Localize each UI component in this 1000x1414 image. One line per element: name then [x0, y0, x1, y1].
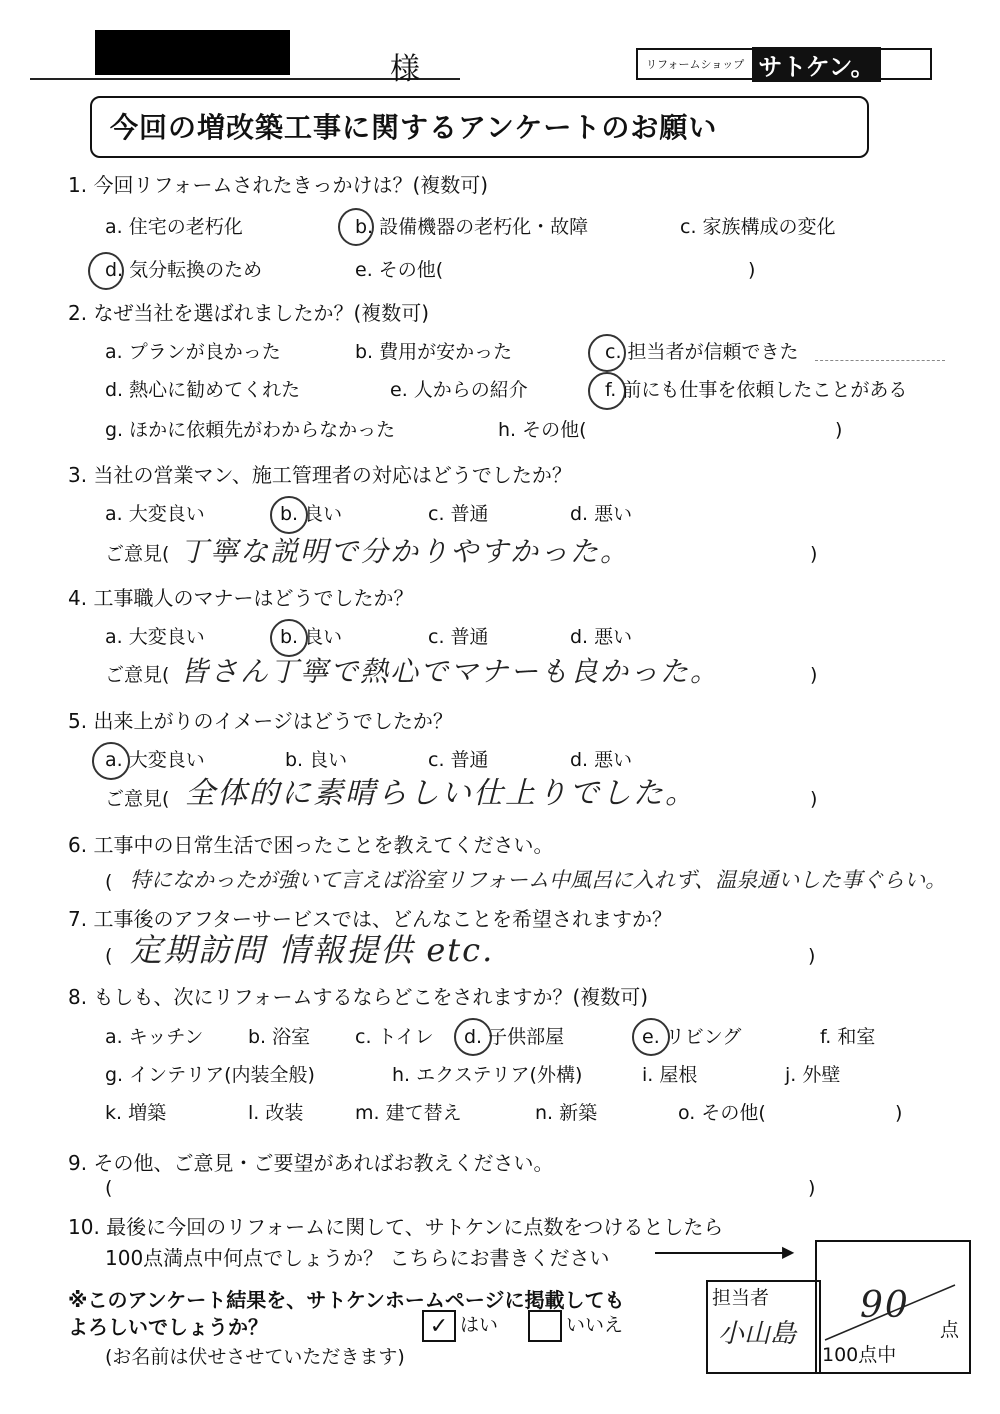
q7-question: 7. 工事後のアフターサービスでは、どんなことを希望されますか？: [68, 907, 673, 931]
q2-option-f: f. 前にも仕事を依頼したことがある: [605, 379, 908, 401]
q7-close: ): [808, 945, 816, 967]
q5-opinion-label: ご意見(: [105, 788, 170, 810]
q10-question-line1: 10. 最後に今回のリフォームに関して、サトケンに点数をつけるとしたら: [68, 1215, 724, 1239]
q8-option-n: n. 新築: [535, 1102, 598, 1124]
staff-label: 担当者: [712, 1287, 770, 1309]
q4-option-c: c. 普通: [428, 626, 489, 648]
q9-question: 9. その他、ご意見・ご要望があればお教えください。: [68, 1151, 554, 1175]
q2-option-a: a. プランが良かった: [105, 341, 281, 363]
q7-open: (: [105, 945, 113, 967]
q8-option-b: b. 浴室: [248, 1026, 311, 1048]
q2-option-d: d. 熱心に勧めてくれた: [105, 379, 301, 401]
q8-option-e: e. リビング: [642, 1026, 742, 1048]
q8-option-i: i. 屋根: [642, 1064, 698, 1086]
q6-open: (: [105, 871, 113, 893]
redacted-name: [95, 30, 290, 75]
q3-option-c: c. 普通: [428, 503, 489, 525]
q3-option-b: b. 良い: [280, 503, 343, 525]
q3-handwritten-answer: 丁寧な説明で分かりやすかった。: [180, 535, 631, 568]
q4-question: 4. 工事職人のマナーはどうでしたか？: [68, 586, 414, 610]
score-value: 90: [860, 1285, 910, 1326]
q4-option-a: a. 大変良い: [105, 626, 205, 648]
q1-option-e-close: ): [748, 259, 756, 281]
company-logo: [636, 48, 932, 80]
q3-option-d: d. 悪い: [570, 503, 633, 525]
consent-no-checkbox[interactable]: [528, 1310, 562, 1342]
q10-question-line2: 100点満点中何点でしょうか？ こちらにお書きください: [105, 1246, 610, 1270]
q1-option-d: d. 気分転換のため: [105, 259, 263, 281]
q5-option-a: a. 大変良い: [105, 749, 205, 771]
q2-question: 2. なぜ当社を選ばれましたか？(複数可): [68, 301, 430, 325]
q5-question: 5. 出来上がりのイメージはどうでしたか？: [68, 709, 453, 733]
q9-close: ): [808, 1177, 816, 1199]
consent-note: (お名前は伏せさせていただきます): [105, 1346, 405, 1368]
q5-option-d: d. 悪い: [570, 749, 633, 771]
q8-option-k: k. 増築: [105, 1102, 167, 1124]
consent-line2: よろしいでしょうか？: [68, 1315, 268, 1339]
q9-open: (: [105, 1177, 113, 1199]
arrow-head-icon: ▶: [782, 1242, 795, 1261]
q8-option-d: d. 子供部屋: [464, 1026, 565, 1048]
q3-option-a: a. 大変良い: [105, 503, 205, 525]
score-unit: 点: [940, 1319, 960, 1341]
q2-option-h-close: ): [835, 419, 843, 441]
q8-option-c: c. トイレ: [355, 1026, 434, 1048]
arrow-line: [655, 1252, 785, 1254]
q1-question: 1. 今回リフォームされたきっかけは？(複数可): [68, 173, 489, 197]
q3-opinion-close: ): [810, 543, 818, 565]
q1-option-a: a. 住宅の老朽化: [105, 216, 243, 238]
score-base: 100点中: [822, 1344, 897, 1366]
q4-option-d: d. 悪い: [570, 626, 633, 648]
q1-option-b: b. 設備機器の老朽化・故障: [355, 216, 589, 238]
logo-subtitle: リフォームショップ: [646, 58, 745, 71]
q8-option-o: o. その他(: [678, 1102, 766, 1124]
q4-opinion-close: ): [810, 664, 818, 686]
q6-question: 6. 工事中の日常生活で困ったことを教えてください。: [68, 833, 554, 857]
logo-name: サトケン。: [752, 47, 880, 82]
q3-question: 3. 当社の営業マン、施工管理者の対応はどうでしたか？: [68, 463, 572, 487]
q2-c-dash: [815, 360, 945, 361]
q1-option-e: e. その他(: [355, 259, 444, 281]
q3-opinion-label: ご意見(: [105, 543, 170, 565]
q2-option-g: g. ほかに依頼先がわからなかった: [105, 419, 396, 441]
q8-option-j: j. 外壁: [785, 1064, 841, 1086]
q4-handwritten-answer: 皆さん丁寧で熱心でマナーも良かった。: [180, 655, 721, 688]
honorific: 様: [390, 52, 420, 87]
consent-yes-checkbox[interactable]: [422, 1310, 456, 1342]
q5-option-c: c. 普通: [428, 749, 489, 771]
q7-handwritten-answer: 定期訪問 情報提供 etc.: [130, 931, 495, 969]
q8-option-h: h. エクステリア(外構): [392, 1064, 583, 1086]
q5-opinion-close: ): [810, 788, 818, 810]
q5-handwritten-answer: 全体的に素晴らしい仕上りでした。: [185, 776, 697, 811]
q1-option-c: c. 家族構成の変化: [680, 216, 836, 238]
q5-option-b: b. 良い: [285, 749, 348, 771]
q4-opinion-label: ご意見(: [105, 664, 170, 686]
q8-option-f: f. 和室: [820, 1026, 876, 1048]
q8-option-g: g. インテリア(内装全般): [105, 1064, 315, 1086]
q2-option-e: e. 人からの紹介: [390, 379, 528, 401]
q8-question: 8. もしも、次にリフォームするならどこをされますか？(複数可): [68, 985, 649, 1009]
check-mark-icon: ✓: [429, 1313, 449, 1339]
staff-name: 小山島: [718, 1319, 797, 1349]
q2-option-c: c. 担当者が信頼できた: [605, 341, 799, 363]
consent-no-label: いいえ: [566, 1314, 624, 1336]
q8-option-a: a. キッチン: [105, 1026, 204, 1048]
q8-option-o-close: ): [895, 1102, 903, 1124]
consent-yes-label: はい: [460, 1314, 499, 1336]
q2-option-h: h. その他(: [498, 419, 587, 441]
consent-line1: ※このアンケート結果を、サトケンホームページに掲載しても: [68, 1288, 625, 1312]
page-title: 今回の増改築工事に関するアンケートのお願い: [110, 111, 718, 144]
q8-option-m: m. 建て替え: [355, 1102, 462, 1124]
q4-option-b: b. 良い: [280, 626, 343, 648]
q6-handwritten-answer: 特になかったが強いて言えば浴室リフォーム中風呂に入れず、温泉通いした事ぐらい。: [130, 868, 947, 892]
q8-option-l: l. 改装: [248, 1102, 304, 1124]
q2-option-b: b. 費用が安かった: [355, 341, 513, 363]
